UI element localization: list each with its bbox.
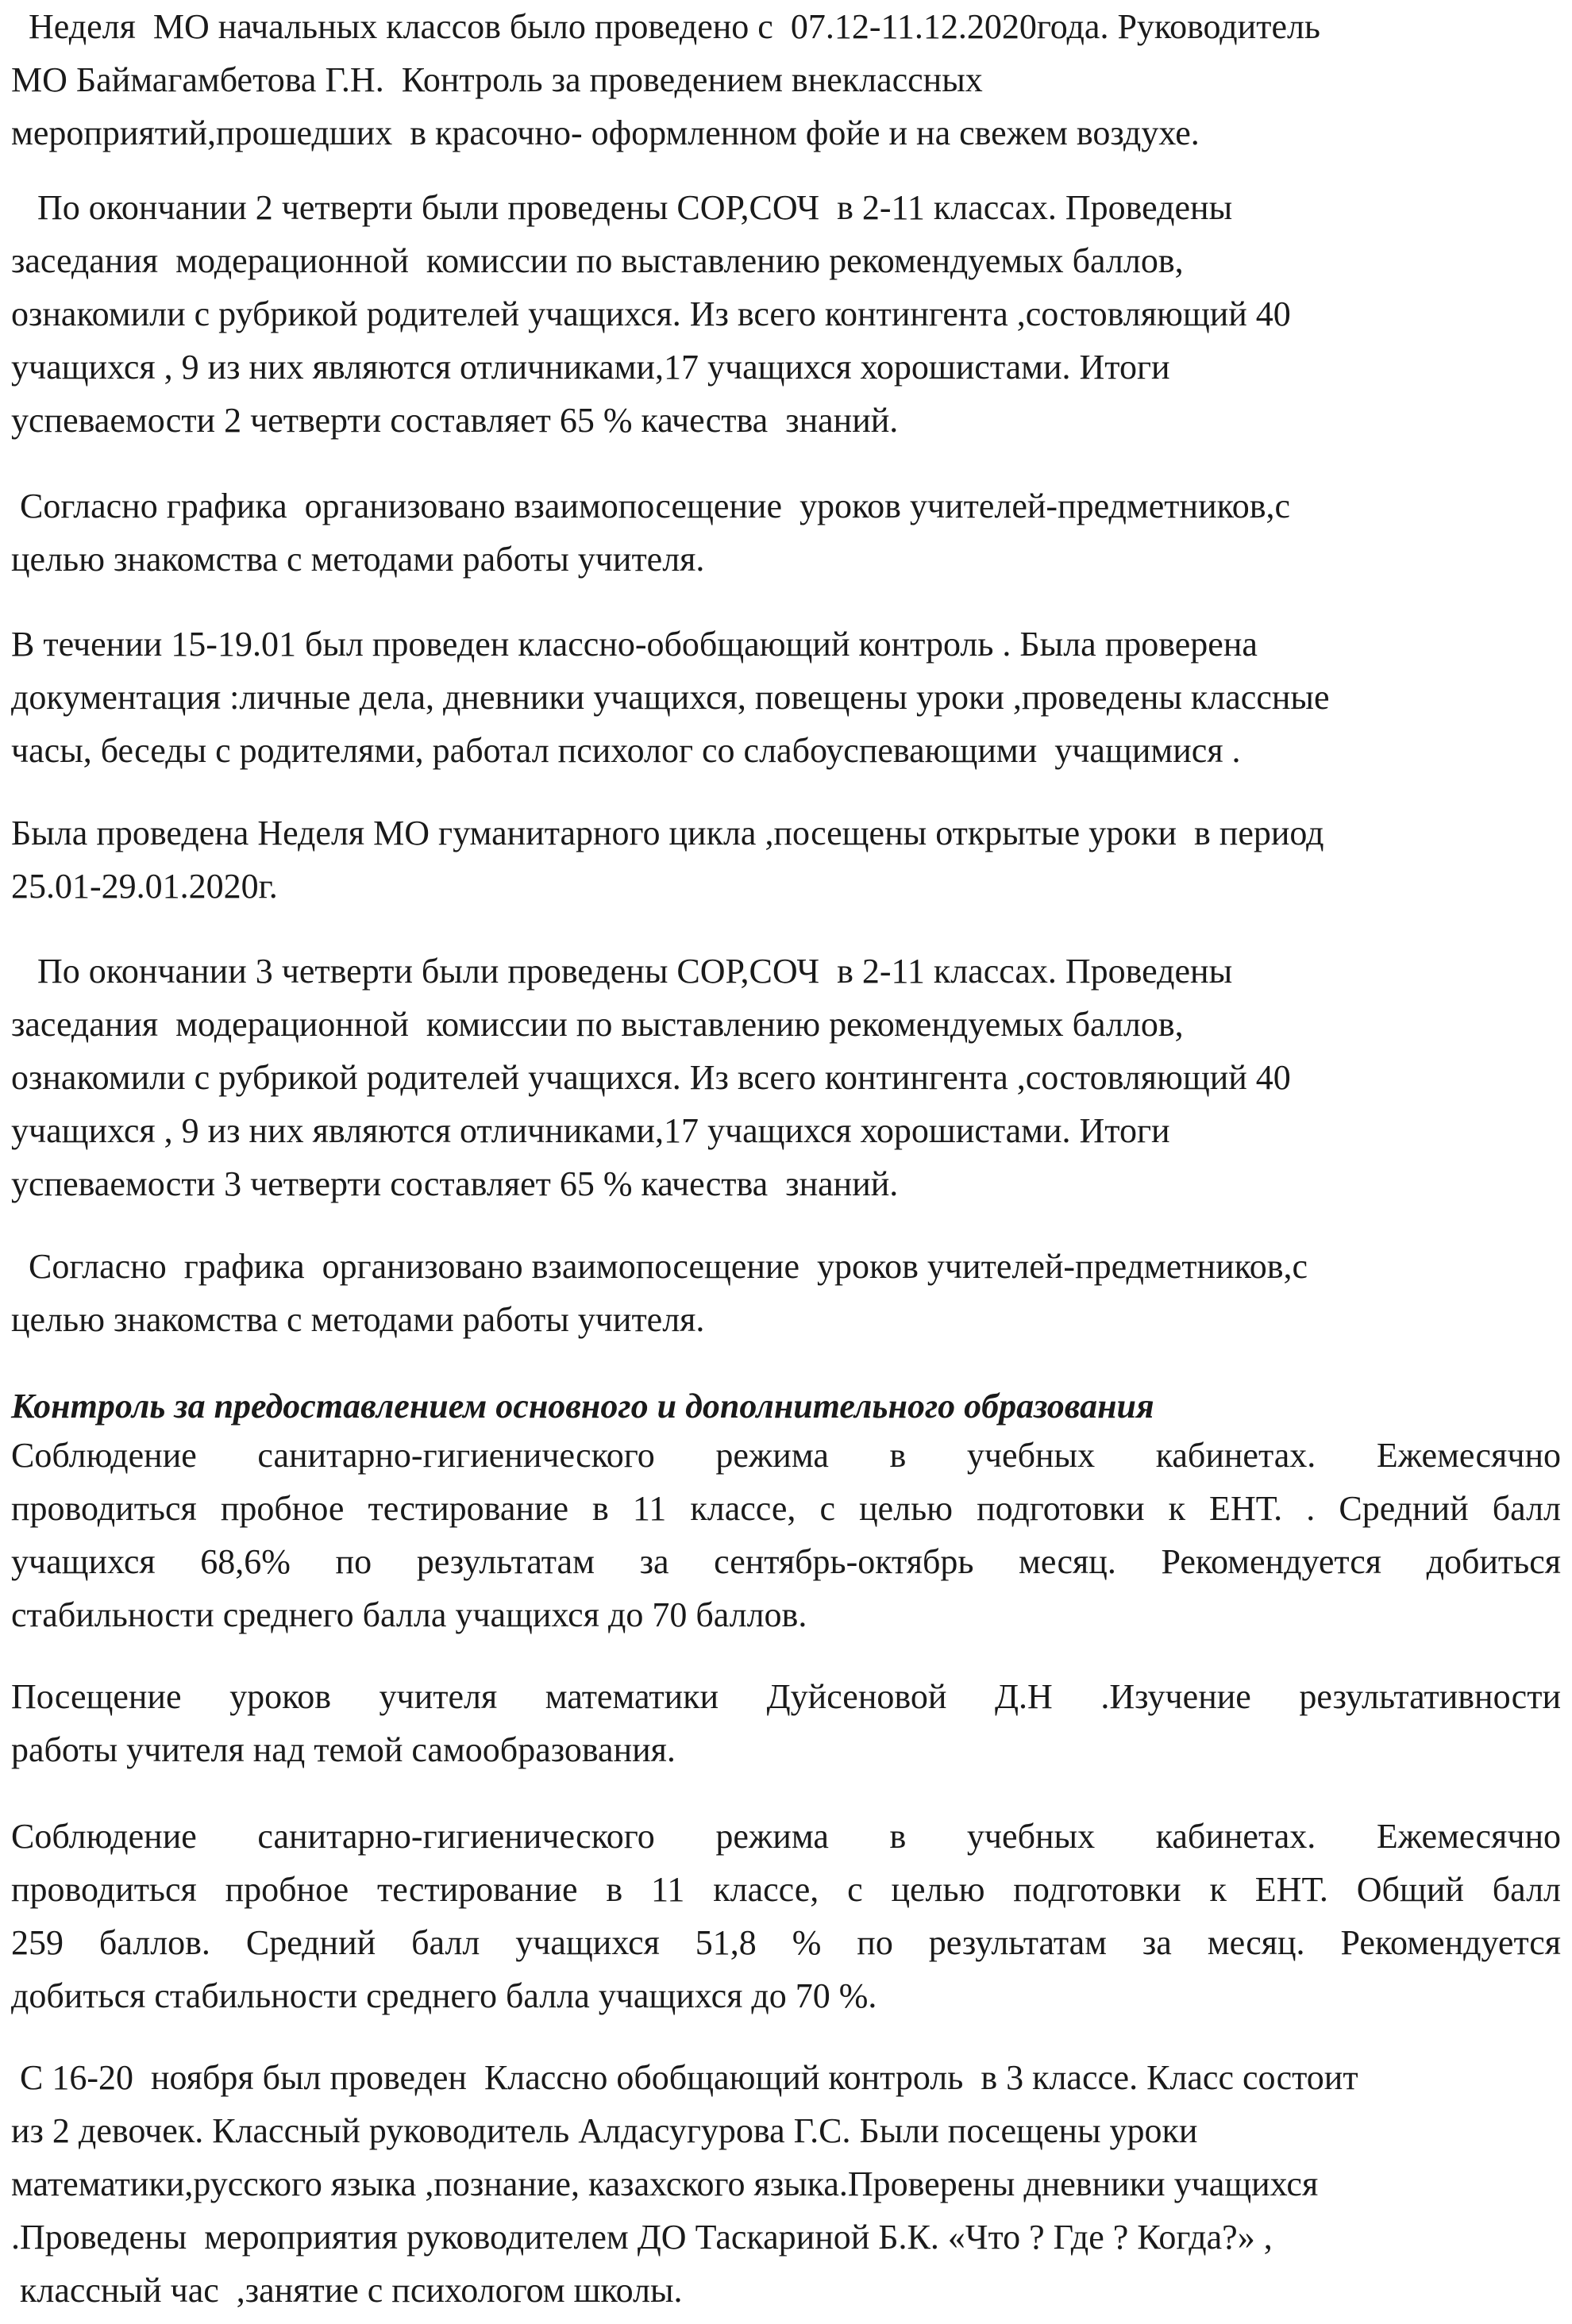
text-line: По окончании 3 четверти были проведены СОР,СОЧ в 2-11 классах. Проведены: [11, 952, 1233, 991]
text-line: проводиться пробное тестирование в 11 классе, с целью подготовки к ЕНТ. Общий балл: [11, 1870, 1561, 1909]
text-line: Соблюдение санитарно-гигиенического режима в учебных кабинетах. Ежемесячно: [11, 1817, 1561, 1856]
text-line: 25.01-29.01.2020г.: [11, 867, 278, 906]
paragraph-mutual-visits-1: [11, 479, 1561, 586]
text-line: учащихся , 9 из них являются отличниками,17 учащихся хорошистами. Итоги: [11, 348, 1170, 387]
text-line: целью знакомства с методами работы учителя.: [11, 1300, 705, 1339]
text-line: Соблюдение санитарно-гигиенического режима в учебных кабинетах. Ежемесячно: [11, 1436, 1561, 1475]
paragraph-class-control: [11, 618, 1561, 777]
text-line: успеваемости 3 четверти составляет 65 % качества знаний.: [11, 1164, 899, 1203]
text-line: Неделя МО начальных классов было проведено с 07.12-11.12.2020года. Руководитель: [11, 7, 1320, 46]
text-line: проводиться пробное тестирование в 11 классе, с целью подготовки к ЕНТ. . Средний балл: [11, 1489, 1561, 1528]
paragraph-math-teacher-visit: [11, 1670, 1561, 1776]
text-line: Согласно графика организовано взаимопосещение уроков учителей-предметников,с: [11, 487, 1291, 525]
text-line: целью знакомства с методами работы учителя.: [11, 540, 705, 579]
section-heading: [11, 1379, 1561, 1433]
text-line: Согласно графика организовано взаимопосещение уроков учителей-предметников,с: [11, 1247, 1308, 1286]
text-line: добиться стабильности среднего балла учащихся до 70 %.: [11, 1976, 877, 2015]
text-line: .Проведены мероприятия руководителем ДО Таскариной Б.К. «Что ? Где ? Когда?» ,: [11, 2218, 1273, 2257]
text-line: из 2 девочек. Классный руководитель Алдасугурова Г.С. Были посещены уроки: [11, 2111, 1198, 2150]
text-line: стабильности среднего балла учащихся до 70 баллов.: [11, 1595, 807, 1634]
text-line: работы учителя над темой самообразования.: [11, 1730, 676, 1769]
text-line: учащихся 68,6% по результатам за сентябрь-октябрь месяц. Рекомендуется добиться: [11, 1542, 1561, 1581]
paragraph-humanities-week: [11, 806, 1561, 913]
paragraph-november-class-control: [11, 2051, 1561, 2317]
paragraph-mutual-visits-2: [11, 1240, 1561, 1346]
paragraph-trial-testing-2: [11, 1810, 1561, 2022]
text-line: заседания модерационной комиссии по выставлению рекомендуемых баллов,: [11, 1005, 1184, 1044]
text-line: С 16-20 ноября был проведен Классно обобщающий контроль в 3 классе. Класс состоит: [11, 2058, 1358, 2097]
text-line: классный час ,занятие с психологом школы.: [11, 2271, 683, 2310]
text-line: МО Баймагамбетова Г.Н. Контроль за проведением внеклассных: [11, 60, 983, 99]
text-line: документация :личные дела, дневники учащихся, повещены уроки ,проведены классные: [11, 678, 1330, 717]
paragraph-quarter-2-results: [11, 181, 1561, 447]
text-line: заседания модерационной комиссии по выставлению рекомендуемых баллов,: [11, 241, 1184, 280]
text-line: успеваемости 2 четверти составляет 65 % качества знаний.: [11, 401, 899, 440]
text-line: В течении 15-19.01 был проведен классно-обобщающий контроль . Была проверена: [11, 625, 1258, 664]
text-line: математики,русского языка ,познание, казахского языка.Проверены дневники учащихся: [11, 2164, 1319, 2203]
text-line: часы, беседы с родителями, работал психолог со слабоуспевающими учащимися .: [11, 731, 1241, 770]
paragraph-quarter-3-results: [11, 945, 1561, 1210]
paragraph-mo-primary-week: [11, 0, 1561, 160]
text-line: Была проведена Неделя МО гуманитарного цикла ,посещены открытые уроки в период: [11, 814, 1324, 852]
text-line: По окончании 2 четверти были проведены СОР,СОЧ в 2-11 классах. Проведены: [11, 188, 1233, 227]
text-line: мероприятий,прошедших в красочно- оформленном фойе и на свежем воздухе.: [11, 114, 1200, 152]
heading-text: Контроль за предоставлением основного и дополнительного образования: [11, 1387, 1154, 1426]
text-line: 259 баллов. Средний балл учащихся 51,8 % по результатам за месяц. Рекомендуется: [11, 1923, 1561, 1962]
paragraph-trial-testing-1: [11, 1429, 1561, 1641]
text-line: учащихся , 9 из них являются отличниками,17 учащихся хорошистами. Итоги: [11, 1111, 1170, 1150]
text-line: ознакомили с рубрикой родителей учащихся. Из всего контингента ,состовляющий 40: [11, 1058, 1291, 1097]
text-line: ознакомили с рубрикой родителей учащихся. Из всего контингента ,состовляющий 40: [11, 294, 1291, 333]
text-line: Посещение уроков учителя математики Дуйсеновой Д.Н .Изучение результативности: [11, 1677, 1561, 1716]
